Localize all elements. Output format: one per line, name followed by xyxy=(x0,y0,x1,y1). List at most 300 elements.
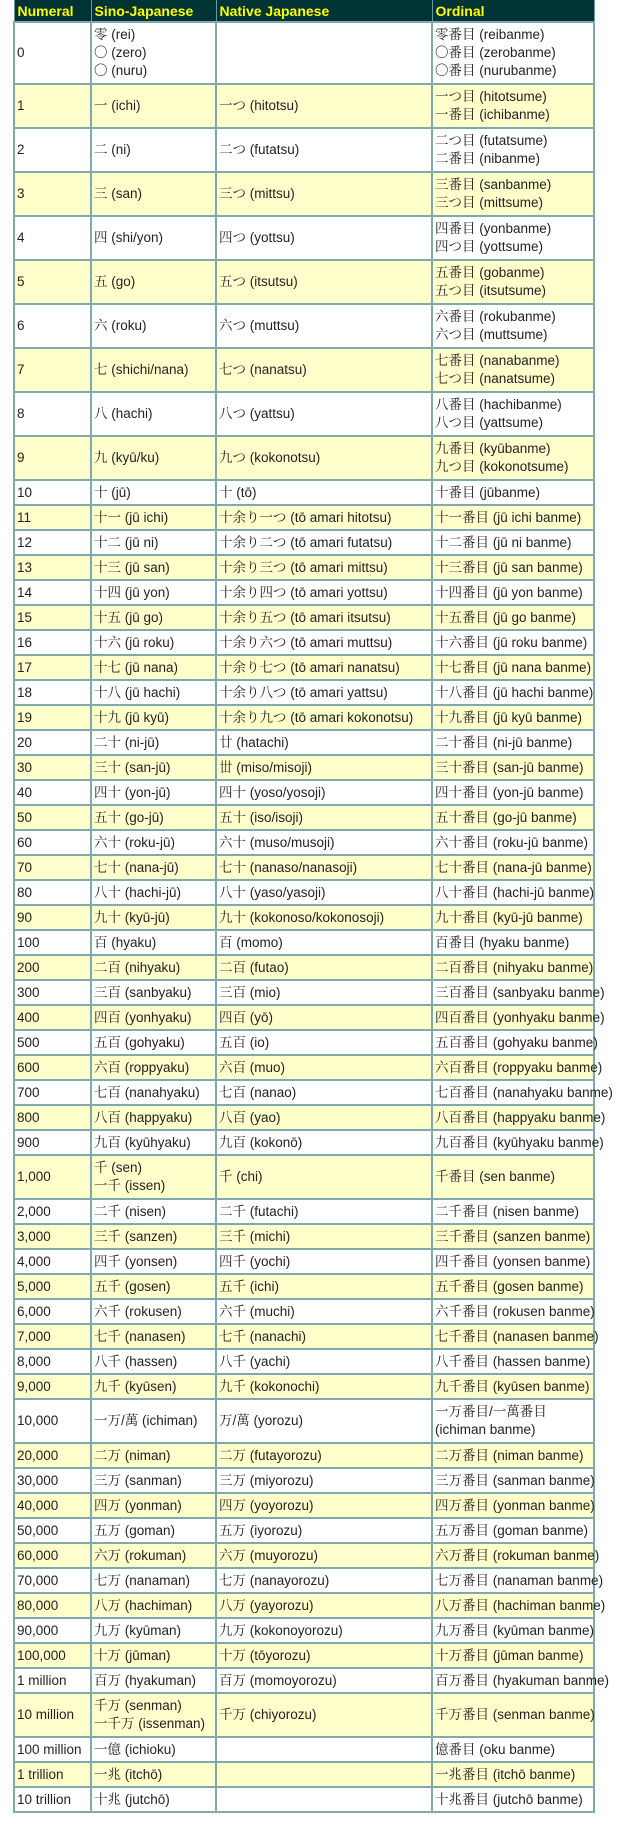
sino-japanese-cell xyxy=(91,755,216,780)
numeral-cell: 70,000 xyxy=(14,1568,91,1593)
ordinal-cell xyxy=(432,172,594,216)
numeral-cell: 300 xyxy=(14,980,91,1005)
native-japanese-cell xyxy=(216,605,432,630)
numeral-cell: 400 xyxy=(14,1005,91,1030)
native-japanese-cell xyxy=(216,1468,432,1493)
cell-line: 二十 (ni-jū) xyxy=(94,734,160,750)
cell-line: 五千 (ichi) xyxy=(219,1278,279,1294)
cell-line: 十万 (tōyorozu) xyxy=(219,1647,311,1663)
native-japanese-cell xyxy=(216,555,432,580)
table-row xyxy=(14,436,594,480)
sino-japanese-cell xyxy=(91,1443,216,1468)
numeral-cell: 700 xyxy=(14,1080,91,1105)
cell-line: 十余り九つ (tō amari kokonotsu) xyxy=(219,709,414,725)
ordinal-cell xyxy=(432,1374,594,1399)
table-header-row xyxy=(14,0,594,22)
numeral-cell: 50 xyxy=(14,805,91,830)
numeral-cell: 15 xyxy=(14,605,91,630)
cell-line: 四十 (yoso/yosoji) xyxy=(219,784,326,800)
cell-line: 六つ (muttsu) xyxy=(219,318,300,333)
cell-line: 十三 (jū san) xyxy=(94,559,170,575)
cell-line: 一千万 (issenman) xyxy=(94,1716,206,1731)
cell-line: 八 (hachi) xyxy=(94,406,153,421)
cell-line: 三つ目 (mittsume) xyxy=(435,195,543,210)
cell-line: 四十番目 (yon-jū banme) xyxy=(435,784,584,800)
native-japanese-cell xyxy=(216,1693,432,1737)
cell-line: 四十 (yon-jū) xyxy=(94,784,171,800)
native-japanese-cell xyxy=(216,855,432,880)
cell-line: 一万/萬 (ichiman) xyxy=(94,1413,198,1428)
cell-line: 八千番目 (hassen banme) xyxy=(435,1353,591,1369)
cell-line: 八十番目 (hachi-jū banme) xyxy=(435,884,595,900)
table-row xyxy=(14,1130,594,1155)
sino-japanese-cell xyxy=(91,1693,216,1737)
sino-japanese-cell xyxy=(91,1593,216,1618)
ordinal-cell xyxy=(432,1030,598,1055)
cell-line: 百万番目 (hyakuman banme) xyxy=(435,1672,610,1688)
native-japanese-cell xyxy=(216,1299,432,1324)
cell-line: 九千 (kokonochi) xyxy=(219,1378,320,1394)
ordinal-cell xyxy=(432,1005,605,1030)
native-japanese-cell xyxy=(216,1374,432,1399)
cell-line: 七十番目 (nana-jū banme) xyxy=(435,859,592,875)
table-row xyxy=(14,680,594,705)
cell-line: 七万番目 (nanaman banme) xyxy=(435,1572,604,1588)
cell-line: 八万 (yayorozu) xyxy=(219,1597,314,1613)
cell-line: 百万 (momoyorozu) xyxy=(219,1672,337,1688)
cell-line: 二十番目 (ni-jū banme) xyxy=(435,734,573,750)
sino-japanese-cell xyxy=(91,1787,216,1812)
cell-line: 八万 (hachiman) xyxy=(94,1597,193,1613)
cell-line: 千 (chi) xyxy=(219,1169,263,1184)
native-japanese-cell xyxy=(216,1493,432,1518)
table-row xyxy=(14,1737,594,1762)
cell-line: 十二 (jū ni) xyxy=(94,534,159,550)
cell-line: 四 (shi/yon) xyxy=(94,230,164,245)
native-japanese-cell xyxy=(216,505,432,530)
cell-line: 四万 (yonman) xyxy=(94,1497,182,1513)
cell-line: 一千 (issen) xyxy=(94,1178,166,1193)
sino-japanese-cell xyxy=(91,1249,216,1274)
table-row xyxy=(14,1155,594,1199)
ordinal-cell xyxy=(432,730,594,755)
cell-line: 八十 (yaso/yasoji) xyxy=(219,884,326,900)
sino-japanese-cell xyxy=(91,805,216,830)
native-japanese-cell xyxy=(216,705,432,730)
cell-line: 万/萬 (yorozu) xyxy=(219,1413,304,1428)
numeral-cell: 10,000 xyxy=(14,1399,91,1443)
table-row xyxy=(14,1105,594,1130)
ordinal-cell xyxy=(432,1055,603,1080)
sino-japanese-cell xyxy=(91,1105,216,1130)
cell-line: 七百 (nanahyaku) xyxy=(94,1084,200,1100)
cell-line: 千万 (chiyorozu) xyxy=(219,1707,317,1722)
table-row xyxy=(14,1080,594,1105)
cell-line: 億番目 (oku banme) xyxy=(435,1741,556,1757)
table-body xyxy=(14,22,613,1812)
ordinal-cell xyxy=(432,84,594,128)
sino-japanese-cell xyxy=(91,505,216,530)
cell-line: 二百 (nihyaku) xyxy=(94,959,181,975)
cell-line: 百 (momo) xyxy=(219,934,283,950)
cell-line: 十万番目 (jūman banme) xyxy=(435,1647,584,1663)
cell-line: 二百 (futao) xyxy=(219,959,289,975)
cell-line: 十五番目 (jū go banme) xyxy=(435,609,577,625)
table-row xyxy=(14,22,594,84)
cell-line: 四つ目 (yottsume) xyxy=(435,239,544,254)
native-japanese-cell xyxy=(216,1568,432,1593)
table-row xyxy=(14,84,594,128)
sino-japanese-cell xyxy=(91,1493,216,1518)
numeral-cell: 2 xyxy=(14,128,91,172)
cell-line: 八つ目 (yattsume) xyxy=(435,415,544,430)
cell-line: 八千 (hassen) xyxy=(94,1353,178,1369)
native-japanese-cell xyxy=(216,1443,432,1468)
cell-line: 一番目 (ichibanme) xyxy=(435,107,550,122)
native-japanese-cell xyxy=(216,1030,432,1055)
ordinal-cell xyxy=(432,436,594,480)
sino-japanese-cell xyxy=(91,1668,216,1693)
cell-line: 七十 (nana-jū) xyxy=(94,859,179,875)
cell-line: 一兆 (itchō) xyxy=(94,1766,163,1782)
cell-line: 二つ (futatsu) xyxy=(219,142,300,157)
cell-line: 九十番目 (kyū-jū banme) xyxy=(435,909,583,925)
cell-line: (ichiman banme) xyxy=(435,1422,536,1437)
cell-line: 六万 (muyorozu) xyxy=(219,1547,319,1563)
table-row xyxy=(14,480,594,505)
sino-japanese-cell xyxy=(91,216,216,260)
ordinal-cell xyxy=(432,830,594,855)
cell-line: 零 (rei) xyxy=(94,27,136,42)
numeral-cell: 1 million xyxy=(14,1668,91,1693)
table-row xyxy=(14,216,594,260)
numeral-cell: 0 xyxy=(14,22,91,84)
table-row xyxy=(14,348,594,392)
numeral-cell: 1,000 xyxy=(14,1155,91,1199)
cell-line: 二万 (futayorozu) xyxy=(219,1447,322,1463)
ordinal-cell xyxy=(432,1224,594,1249)
table-row xyxy=(14,1668,594,1693)
table-row xyxy=(14,1468,594,1493)
table-row xyxy=(14,955,594,980)
table-row xyxy=(14,705,594,730)
table-row xyxy=(14,755,594,780)
sino-japanese-cell xyxy=(91,1155,216,1199)
cell-line: 八千 (yachi) xyxy=(219,1353,291,1369)
table-row xyxy=(14,1005,594,1030)
header-sino-japanese: Sino-Japanese xyxy=(91,0,216,22)
ordinal-cell xyxy=(432,1299,594,1324)
cell-line: 十余り八つ (tō amari yattsu) xyxy=(219,684,388,700)
table-row xyxy=(14,1324,594,1349)
cell-line: 一つ目 (hitotsume) xyxy=(435,89,547,104)
native-japanese-cell xyxy=(216,655,432,680)
sino-japanese-cell xyxy=(91,705,216,730)
sino-japanese-cell xyxy=(91,22,216,84)
cell-line: 三万番目 (sanman banme) xyxy=(435,1472,595,1488)
cell-line: 七つ目 (nanatsume) xyxy=(435,371,556,386)
table-row xyxy=(14,1443,594,1468)
cell-line: 九百番目 (kyūhyaku banme) xyxy=(435,1134,604,1150)
ordinal-cell xyxy=(432,1443,594,1468)
numeral-cell: 500 xyxy=(14,1030,91,1055)
numeral-cell: 8 xyxy=(14,392,91,436)
sino-japanese-cell xyxy=(91,1618,216,1643)
ordinal-cell xyxy=(432,1568,604,1593)
cell-line: 五十 (iso/isoji) xyxy=(219,809,304,825)
table-row xyxy=(14,1199,594,1224)
cell-line: 五百番目 (gohyaku banme) xyxy=(435,1034,598,1050)
numeral-cell: 30 xyxy=(14,755,91,780)
cell-line: 八百 (happyaku) xyxy=(94,1109,193,1125)
cell-line: 四百番目 (yonhyaku banme) xyxy=(435,1009,605,1025)
ordinal-cell xyxy=(432,1130,604,1155)
ordinal-cell xyxy=(432,1593,606,1618)
cell-line: 一 (ichi) xyxy=(94,98,141,113)
native-japanese-cell xyxy=(216,392,432,436)
sino-japanese-cell xyxy=(91,605,216,630)
cell-line: 七千 (nanasen) xyxy=(94,1328,186,1344)
numeral-cell: 6,000 xyxy=(14,1299,91,1324)
ordinal-cell xyxy=(432,555,594,580)
native-japanese-cell xyxy=(216,1274,432,1299)
cell-line: 六万番目 (rokuman banme) xyxy=(435,1547,600,1563)
table-row xyxy=(14,1249,594,1274)
table-row xyxy=(14,555,594,580)
sino-japanese-cell xyxy=(91,905,216,930)
ordinal-cell xyxy=(432,780,594,805)
table-row xyxy=(14,1593,594,1618)
table-row xyxy=(14,780,594,805)
native-japanese-cell xyxy=(216,930,432,955)
numeral-cell: 600 xyxy=(14,1055,91,1080)
ordinal-cell xyxy=(432,580,594,605)
cell-line: 八万番目 (hachiman banme) xyxy=(435,1597,606,1613)
native-japanese-cell xyxy=(216,630,432,655)
cell-line: 六百 (roppyaku) xyxy=(94,1059,190,1075)
cell-line: 六十 (roku-jū) xyxy=(94,834,176,850)
numeral-cell: 20,000 xyxy=(14,1443,91,1468)
ordinal-cell xyxy=(432,805,594,830)
cell-line: 丗 (miso/misoji) xyxy=(219,759,312,775)
ordinal-cell xyxy=(432,480,594,505)
numeral-cell: 2,000 xyxy=(14,1199,91,1224)
sino-japanese-cell xyxy=(91,580,216,605)
numeral-cell: 5 xyxy=(14,260,91,304)
native-japanese-cell xyxy=(216,1055,432,1080)
ordinal-cell xyxy=(432,755,594,780)
ordinal-cell xyxy=(432,128,594,172)
table-row xyxy=(14,1618,594,1643)
table-row xyxy=(14,530,594,555)
native-japanese-cell xyxy=(216,1618,432,1643)
cell-line: 一兆番目 (itchō banme) xyxy=(435,1766,576,1782)
table-row xyxy=(14,1518,594,1543)
cell-line: 六千番目 (rokusen banme) xyxy=(435,1303,595,1319)
table-row xyxy=(14,1299,594,1324)
numeral-cell: 40,000 xyxy=(14,1493,91,1518)
cell-line: 百万 (hyakuman) xyxy=(94,1672,197,1688)
numeral-cell: 14 xyxy=(14,580,91,605)
ordinal-cell xyxy=(432,1518,594,1543)
native-japanese-cell xyxy=(216,1005,432,1030)
cell-line: 四千 (yonsen) xyxy=(94,1253,178,1269)
ordinal-cell xyxy=(432,980,605,1005)
cell-line: 六百 (muo) xyxy=(219,1059,286,1075)
native-japanese-cell xyxy=(216,980,432,1005)
cell-line: 八つ (yattsu) xyxy=(219,406,295,421)
sino-japanese-cell xyxy=(91,1468,216,1493)
cell-line: 〇番目 (nurubanme) xyxy=(435,63,557,78)
ordinal-cell xyxy=(432,1324,599,1349)
table-row xyxy=(14,172,594,216)
native-japanese-cell xyxy=(216,172,432,216)
numeral-cell: 80 xyxy=(14,880,91,905)
native-japanese-cell xyxy=(216,436,432,480)
table-row xyxy=(14,905,594,930)
cell-line: 二つ目 (futatsume) xyxy=(435,133,548,148)
native-japanese-cell xyxy=(216,480,432,505)
cell-line: 百 (hyaku) xyxy=(94,934,157,950)
native-japanese-cell xyxy=(216,1130,432,1155)
cell-line: 七百番目 (nanahyaku banme) xyxy=(435,1084,613,1100)
numeral-cell: 4,000 xyxy=(14,1249,91,1274)
cell-line: 三つ (mittsu) xyxy=(219,186,295,201)
ordinal-cell xyxy=(432,1693,594,1737)
cell-line: 七十 (nanaso/nanasoji) xyxy=(219,859,358,875)
ordinal-cell xyxy=(432,348,594,392)
cell-line: 一億 (ichioku) xyxy=(94,1741,176,1757)
numeral-cell: 3 xyxy=(14,172,91,216)
native-japanese-cell xyxy=(216,1224,432,1249)
cell-line: 二千 (nisen) xyxy=(94,1203,167,1219)
ordinal-cell xyxy=(432,630,594,655)
table-row xyxy=(14,930,594,955)
cell-line: 一つ (hitotsu) xyxy=(219,98,299,113)
table-row xyxy=(14,1349,594,1374)
cell-line: 五つ目 (itsutsume) xyxy=(435,283,547,298)
ordinal-cell xyxy=(432,260,594,304)
cell-line: 五千 (gosen) xyxy=(94,1278,171,1294)
cell-line: 九万番目 (kyūman banme) xyxy=(435,1622,595,1638)
native-japanese-cell xyxy=(216,1643,432,1668)
cell-line: 十兆番目 (jutchō banme) xyxy=(435,1791,583,1807)
cell-line: 五万 (iyorozu) xyxy=(219,1522,303,1538)
sino-japanese-cell xyxy=(91,1374,216,1399)
cell-line: 七番目 (nanabanme) xyxy=(435,353,560,368)
cell-line: 九百 (kokonō) xyxy=(219,1134,303,1150)
cell-line: 八番目 (hachibanme) xyxy=(435,397,562,412)
table-row xyxy=(14,1274,594,1299)
sino-japanese-cell xyxy=(91,980,216,1005)
sino-japanese-cell xyxy=(91,128,216,172)
cell-line: 四万番目 (yonman banme) xyxy=(435,1497,595,1513)
cell-line: 五千番目 (gosen banme) xyxy=(435,1278,584,1294)
table-row xyxy=(14,304,594,348)
table-row xyxy=(14,260,594,304)
native-japanese-cell xyxy=(216,1249,432,1274)
ordinal-cell xyxy=(432,905,594,930)
cell-line: 三千番目 (sanzen banme) xyxy=(435,1228,591,1244)
sino-japanese-cell xyxy=(91,830,216,855)
cell-line: 三千 (sanzen) xyxy=(94,1228,178,1244)
numeral-cell: 100,000 xyxy=(14,1643,91,1668)
numeral-cell: 40 xyxy=(14,780,91,805)
sino-japanese-cell xyxy=(91,955,216,980)
cell-line: 七つ (nanatsu) xyxy=(219,362,307,377)
ordinal-cell xyxy=(432,680,594,705)
sino-japanese-cell xyxy=(91,1737,216,1762)
cell-line: 十余り六つ (tō amari muttsu) xyxy=(219,634,393,650)
native-japanese-cell xyxy=(216,680,432,705)
table-row xyxy=(14,655,594,680)
cell-line: 九万 (kokonoyorozu) xyxy=(219,1622,343,1638)
cell-line: 三万 (sanman) xyxy=(94,1472,182,1488)
native-japanese-cell xyxy=(216,128,432,172)
numeral-cell: 9 xyxy=(14,436,91,480)
ordinal-cell xyxy=(432,1618,594,1643)
native-japanese-cell xyxy=(216,1737,432,1762)
cell-line: 一万番目/一萬番目 xyxy=(435,1404,547,1419)
cell-line: 十 (tō) xyxy=(219,484,257,500)
sino-japanese-cell xyxy=(91,1762,216,1787)
cell-line: 零番目 (reibanme) xyxy=(435,27,545,42)
sino-japanese-cell xyxy=(91,1199,216,1224)
numeral-cell: 30,000 xyxy=(14,1468,91,1493)
cell-line: 七千 (nanachi) xyxy=(219,1328,307,1344)
cell-line: 千万番目 (senman banme) xyxy=(435,1707,595,1722)
native-japanese-cell xyxy=(216,1593,432,1618)
cell-line: 十余り二つ (tō amari futatsu) xyxy=(219,534,393,550)
cell-line: 〇番目 (zerobanme) xyxy=(435,45,556,60)
cell-line: 六千 (rokusen) xyxy=(94,1303,182,1319)
header-numeral: Numeral xyxy=(14,0,91,22)
cell-line: 九千番目 (kyūsen banme) xyxy=(435,1378,590,1394)
ordinal-cell xyxy=(432,1155,594,1199)
native-japanese-cell xyxy=(216,805,432,830)
native-japanese-cell xyxy=(216,216,432,260)
cell-line: 千 (sen) xyxy=(94,1160,143,1175)
sino-japanese-cell xyxy=(91,84,216,128)
cell-line: 九千 (kyūsen) xyxy=(94,1378,177,1394)
sino-japanese-cell xyxy=(91,1030,216,1055)
table-row xyxy=(14,1399,594,1443)
cell-line: 四万 (yoyorozu) xyxy=(219,1497,314,1513)
native-japanese-cell xyxy=(216,580,432,605)
sino-japanese-cell xyxy=(91,880,216,905)
table-row xyxy=(14,392,594,436)
cell-line: 五十番目 (go-jū banme) xyxy=(435,809,577,825)
native-japanese-cell xyxy=(216,1518,432,1543)
native-japanese-cell xyxy=(216,1543,432,1568)
native-japanese-cell xyxy=(216,830,432,855)
cell-line: 十兆 (jutchō) xyxy=(94,1791,170,1807)
sino-japanese-cell xyxy=(91,1005,216,1030)
cell-line: 五百 (gohyaku) xyxy=(94,1034,185,1050)
cell-line: 二百番目 (nihyaku banme) xyxy=(435,959,594,975)
cell-line: 十一 (jū ichi) xyxy=(94,509,169,525)
sino-japanese-cell xyxy=(91,1055,216,1080)
native-japanese-cell xyxy=(216,1105,432,1130)
cell-line: 十四番目 (jū yon banme) xyxy=(435,584,583,600)
native-japanese-cell xyxy=(216,905,432,930)
cell-line: 四千 (yochi) xyxy=(219,1253,291,1269)
sino-japanese-cell xyxy=(91,480,216,505)
cell-line: 十余り七つ (tō amari nanatsu) xyxy=(219,659,400,675)
cell-line: 二千番目 (nisen banme) xyxy=(435,1203,580,1219)
numeral-cell: 60,000 xyxy=(14,1543,91,1568)
sino-japanese-cell xyxy=(91,260,216,304)
